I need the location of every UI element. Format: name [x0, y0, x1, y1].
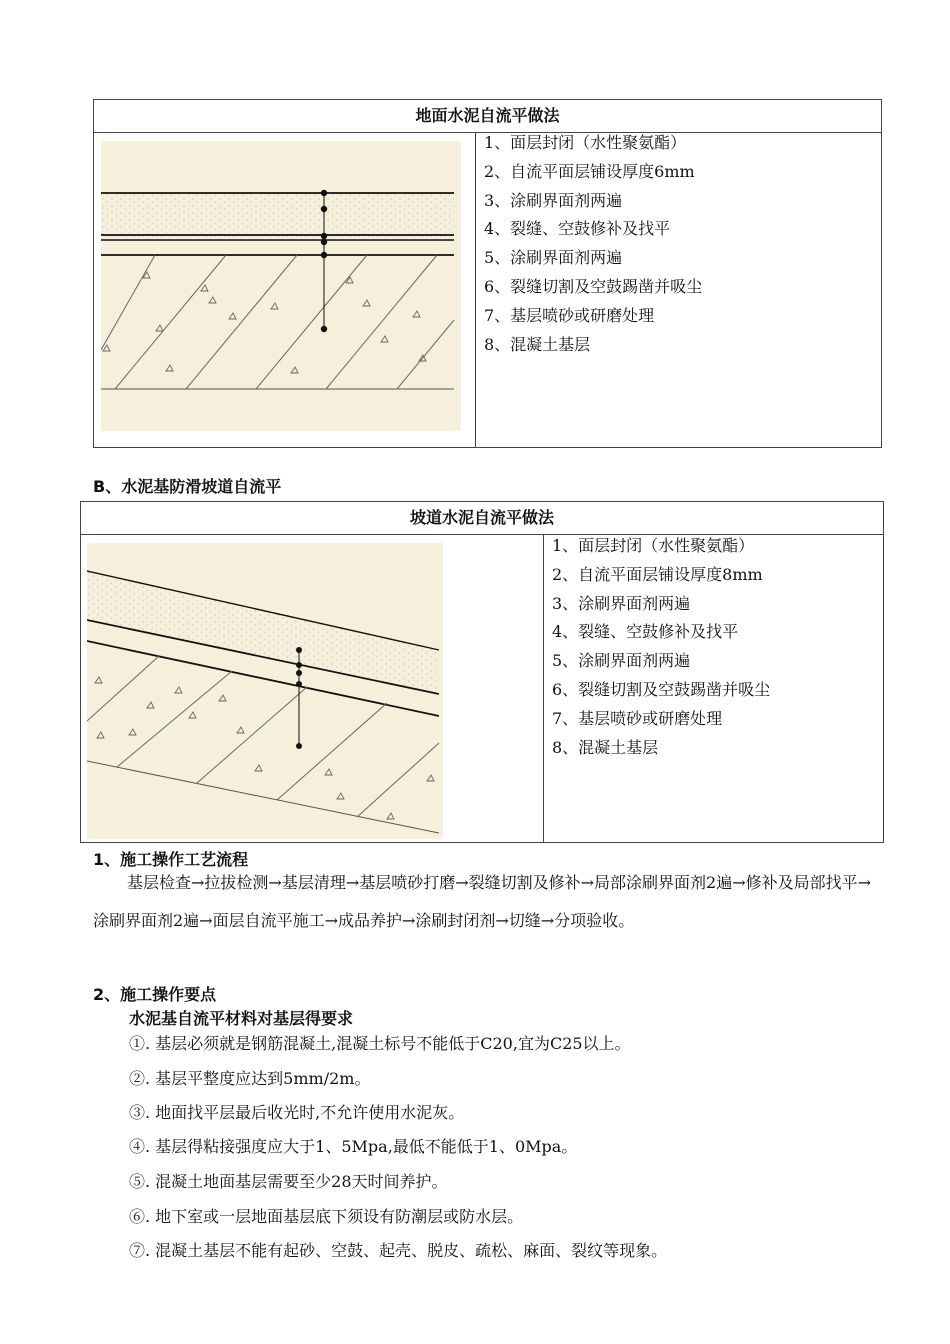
- floor-step: 8、混凝土基层: [484, 334, 591, 354]
- requirement-item: ⑦. 混凝土基层不能有起砂、空鼓、起壳、脱皮、疏松、麻面、裂纹等现象。: [129, 1241, 668, 1260]
- requirement-item: ⑥. 地下室或一层地面基层底下须设有防潮层或防水层。: [129, 1207, 524, 1226]
- ramp-step: 1、面层封闭（水性聚氨酯）: [552, 536, 755, 555]
- ramp-step: 8、混凝土基层: [552, 737, 659, 757]
- ramp-method-table: [80, 501, 884, 843]
- requirement-item: ⑤. 混凝土地面基层需要至少28天时间养护。: [129, 1172, 448, 1191]
- floor-step: 5、涂刷界面剂两遍: [484, 248, 623, 268]
- process-heading: 1、施工操作工艺流程: [93, 850, 249, 869]
- process-paragraph: 基层检查→拉拔检测→基层清理→基层喷砂打磨→裂缝切割及修补→局部涂刷界面剂2遍→修补及局部找平→涂刷界面剂2遍→面层自流平施工→成品养护→涂刷封闭剂→切缝→分项验收。: [93, 873, 872, 930]
- ramp-diagram-cell: [81, 535, 544, 843]
- ramp-section-diagram: [87, 543, 443, 839]
- requirement-item: ②. 基层平整度应达到5mm/2m。: [129, 1069, 371, 1088]
- floor-table-title: 地面水泥自流平做法: [94, 100, 882, 133]
- ramp-step: 5、涂刷界面剂两遍: [552, 651, 691, 671]
- ramp-step: 4、裂缝、空鼓修补及找平: [552, 622, 739, 642]
- floor-step: 4、裂缝、空鼓修补及找平: [484, 219, 671, 239]
- requirement-item: ④. 基层得粘接强度应大于1、5Mpa,最低不能低于1、0Mpa。: [129, 1137, 578, 1156]
- section-b-heading: B、水泥基防滑坡道自流平: [93, 477, 282, 496]
- floor-step: 2、自流平面层铺设厚度6mm: [484, 161, 695, 181]
- floor-steps-cell: [476, 133, 882, 448]
- floor-method-table: [93, 99, 882, 448]
- ramp-table-title: 坡道水泥自流平做法: [81, 502, 884, 535]
- ramp-steps-cell: [544, 535, 884, 843]
- ramp-step: 3、涂刷界面剂两遍: [552, 593, 691, 613]
- floor-step: 3、涂刷界面剂两遍: [484, 190, 623, 210]
- floor-diagram-cell: [94, 133, 476, 448]
- floor-step: 7、基层喷砂或研磨处理: [484, 305, 655, 325]
- key-points-heading: 2、施工操作要点: [93, 985, 217, 1004]
- ramp-step: 2、自流平面层铺设厚度8mm: [552, 564, 763, 584]
- floor-section-diagram: [101, 141, 461, 431]
- self-leveling-layer: [101, 193, 454, 237]
- requirement-item: ①. 基层必须就是钢筋混凝土,混凝土标号不能低于C20,宜为C25以上。: [129, 1034, 631, 1053]
- key-points-subheading: 水泥基自流平材料对基层得要求: [129, 1009, 354, 1028]
- floor-step: 1、面层封闭（水性聚氨酯）: [484, 133, 687, 152]
- requirement-item: ③. 地面找平层最后收光时,不允许使用水泥灰。: [129, 1103, 465, 1122]
- ramp-step: 6、裂缝切割及空鼓踢凿并吸尘: [552, 679, 771, 699]
- floor-step: 6、裂缝切割及空鼓踢凿并吸尘: [484, 276, 703, 296]
- ramp-step: 7、基层喷砂或研磨处理: [552, 708, 723, 728]
